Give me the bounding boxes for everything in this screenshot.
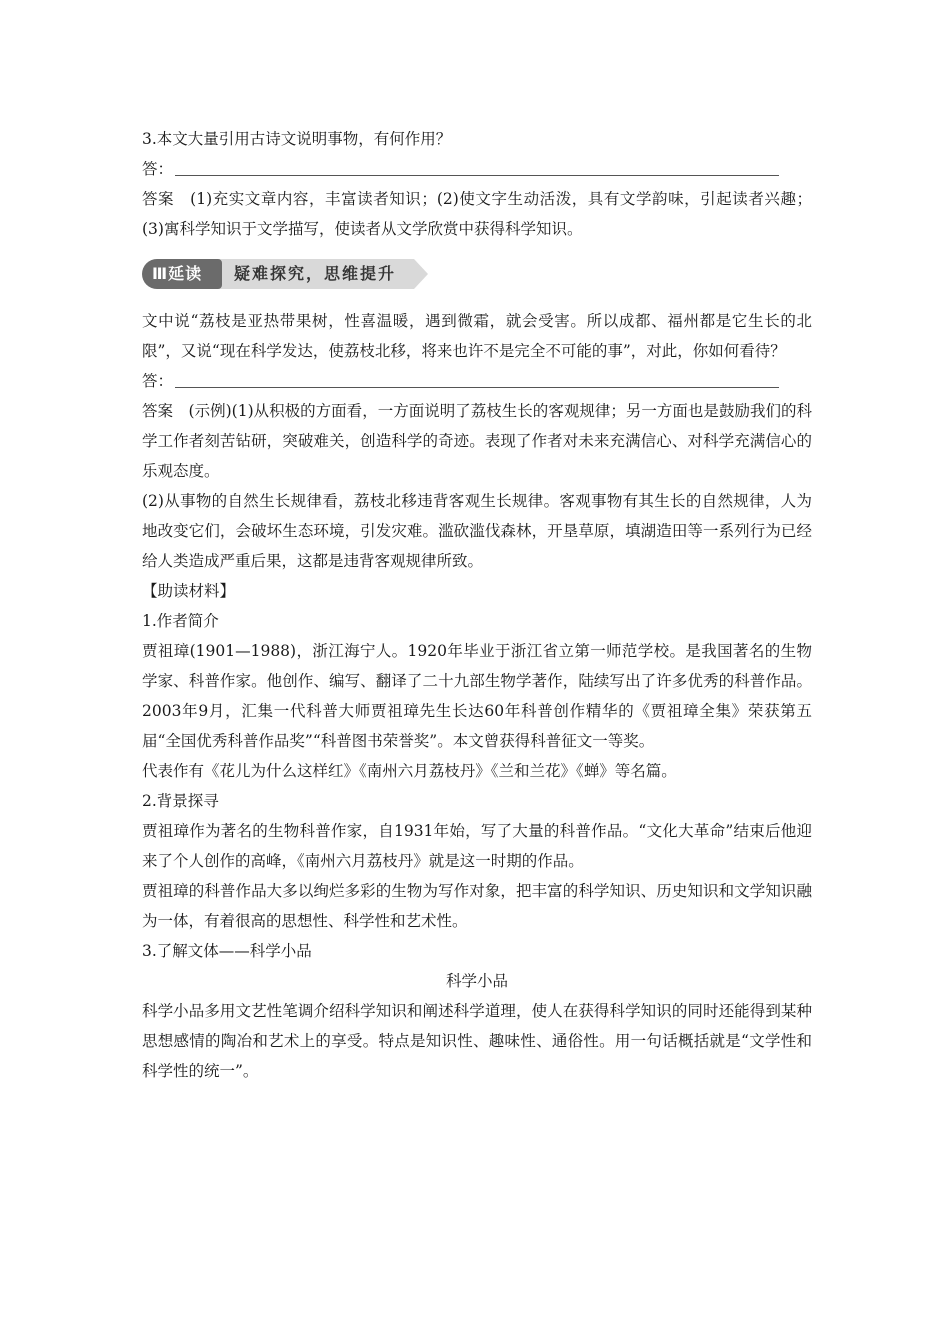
answer-blank-line xyxy=(175,174,779,176)
answer-blank-line xyxy=(175,386,779,388)
answer-3: 答案 (1)充实文章内容，丰富读者知识；(2)使文字生动活泼，具有文学韵味，引起读者兴趣；(3)寓科学知识于文学描写，使读者从文学欣赏中获得科学知识。 xyxy=(142,190,812,238)
representative-works: 代表作有《花儿为什么这样红》《南州六月荔枝丹》《兰和兰花》《蝉》等名篇。 xyxy=(142,762,677,780)
background-1: 贾祖璋作为著名的生物科普作家，自1931年始，写了大量的科普作品。“文化大革命”结束后他迎来了个人创作的高峰，《南州六月荔枝丹》就是这一时期的作品。 xyxy=(142,822,812,870)
background-2: 贾祖璋的科普作品大多以绚烂多彩的生物为写作对象，把丰富的科学知识、历史知识和文学知识融为一体，有着很高的思想性、科学性和艺术性。 xyxy=(142,882,812,930)
genre-description: 科学小品多用文艺性笔调介绍科学知识和阐述科学道理，使人在获得科学知识的同时还能得到某种思想感情的陶冶和艺术上的享受。特点是知识性、趣味性、通俗性。用一句话概括就是“文学性和科学性的统一”。 xyxy=(142,1002,812,1080)
extend-question: 文中说“荔枝是亚热带果树，性喜温暖，遇到微霜，就会受害。所以成都、福州都是它生长的北限”，又说“现在科学发达，使荔枝北移，将来也许不是完全不可能的事”，对此，你如何看待？ xyxy=(142,312,812,360)
extend-answer-1: 答案 (示例)(1)从积极的方面看，一方面说明了荔枝生长的客观规律；另一方面也是鼓励我们的科学工作者刻苦钻研，突破难关，创造科学的奇迹。表现了作者对未来充满信心、对科学充满信心的乐观态度。 xyxy=(142,402,812,480)
author-intro: 贾祖璋(1901—1988)，浙江海宁人。1920年毕业于浙江省立第一师范学校。是我国著名的生物学家、科普作家。他创作、编写、翻译了二十九部生物学著作，陆续写出了许多优秀的科普作品。2003年9月，汇集一代科普大师贾祖璋先生长达60年科普创作精华的《贾祖璋全集》荣获第五届“全国优秀科普作品奖”“科普图书荣誉奖”。本文曾获得科普征文一等奖。 xyxy=(142,642,812,750)
genre-title: 科学小品 xyxy=(445,972,508,990)
material-heading: 【助读材料】 xyxy=(142,582,236,600)
banner-arrow-tip xyxy=(414,259,428,289)
answer-label: 答： xyxy=(142,160,174,178)
banner-tag: Ⅲ延读 xyxy=(142,259,222,289)
page-content xyxy=(142,124,812,1086)
answer-line-extend xyxy=(142,366,812,396)
answer-label: 答： xyxy=(142,372,174,390)
extend-answer-2: (2)从事物的自然生长规律看，荔枝北移违背客观生长规律。客观事物有其生长的自然规律，人为地改变它们，会破坏生态环境，引发灾难。滥砍滥伐森林，开垦草原，填湖造田等一系列行为已经给人类造成严重后果，这都是违背客观规律所致。 xyxy=(142,492,812,570)
section-2-title: 2.背景探寻 xyxy=(142,792,219,810)
section-banner xyxy=(142,258,812,292)
question-3: 3.本文大量引用古诗文说明事物，有何作用？ xyxy=(142,130,452,148)
answer-line-3 xyxy=(142,154,812,184)
section-1-title: 1.作者简介 xyxy=(142,612,219,630)
section-3-title: 3.了解文体——科学小品 xyxy=(142,942,312,960)
banner-title: 疑难探究，思维提升 xyxy=(234,264,397,283)
